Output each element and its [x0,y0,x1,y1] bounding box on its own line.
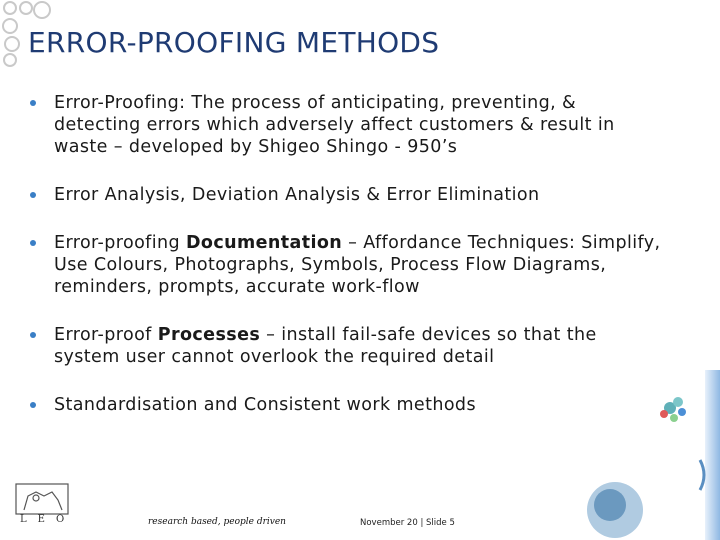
leo-logo [14,482,74,530]
bullet-text: – Affordance Techniques: Simplify, Use Colours, Photographs, Symbols, Process Flow Diagrams, reminders, prompts, accurate work-flow [54,233,661,297]
bullet-dot-icon [30,402,36,408]
molecule-decoration-icon [560,370,720,540]
bullet-dot-icon [30,332,36,338]
footer-date-slide-number: November 20 | Slide 5 [360,518,455,528]
bullet-dot-icon [30,100,36,106]
bullet-text-bold: Documentation [185,233,343,253]
footer-tagline: research based, people driven [148,517,286,527]
slide-title: ERROR-PROOFING METHODS [28,26,440,59]
bullet-text-bold: Processes [157,325,261,345]
bullet-item [28,324,668,368]
bullet-text: Standardisation and Consistent work methods [54,395,476,415]
bullet-item [28,92,668,158]
bullet-text: Error-proof [54,325,158,345]
bullet-text: – install fail-safe devices so that the system user cannot overlook the required detail [54,325,597,367]
bullet-text: Error-Proofing: The process of anticipating, preventing, & detecting errors which adversely affect customers & result in waste – developed by Shigeo Shingo - 950’s [54,93,615,157]
bullet-dot-icon [30,240,36,246]
lion-emblem-icon [14,482,74,516]
bullet-dot-icon [30,192,36,198]
logo-text: LEO [20,514,76,525]
bullet-text: Error-proofing [54,233,186,253]
bullet-text: Error Analysis, Deviation Analysis & Error Elimination [54,185,540,205]
bullet-item [28,184,668,206]
bullet-item [28,232,668,298]
